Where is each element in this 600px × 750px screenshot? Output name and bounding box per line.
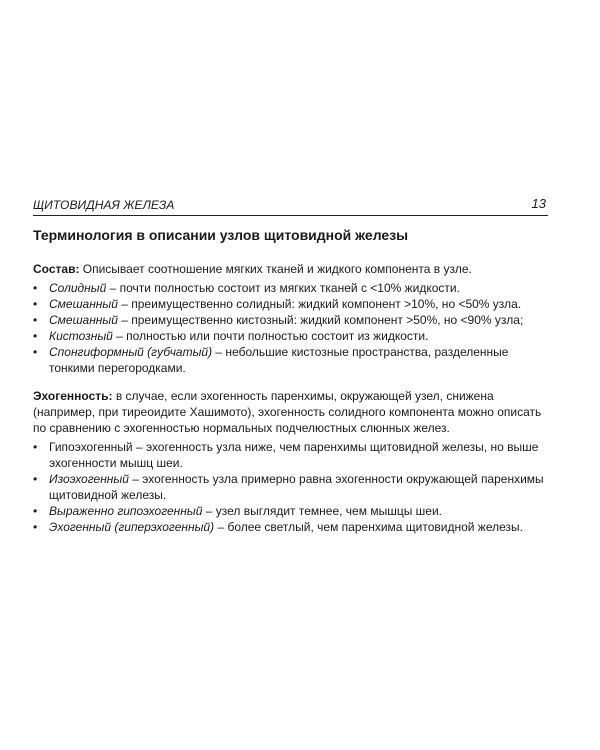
list-item-desc: – узел выглядит темнее, чем мышцы шеи. xyxy=(202,504,442,518)
bullet-icon: • xyxy=(33,504,38,518)
list-item-desc: – полностью или почти полностью состоит из жидкости. xyxy=(112,329,429,343)
echogenicity-text: в случае, если эхогенность паренхимы, окружающей узел, снижена (например, при тиреоидите Хашимото), эхогенность солидного компонента можно описать по сравнению с эхогенностью нормальных подчелюстных слюнных желез. xyxy=(33,389,542,435)
list-item-desc: – преимущественно солидный: жидкий компонент >10%, но <50% узла. xyxy=(117,297,522,311)
composition-paragraph xyxy=(33,261,548,277)
echogenicity-list xyxy=(33,439,548,535)
list-item xyxy=(33,328,548,344)
list-item xyxy=(33,280,548,296)
list-item-desc: – эхогенность узла примерно равна эхогенности окружающей паренхимы щитовидной железы. xyxy=(49,472,544,502)
bullet-icon: • xyxy=(33,281,38,295)
list-item-term: Гипоэхогенный xyxy=(49,440,133,454)
bullet-icon: • xyxy=(33,520,38,534)
list-item xyxy=(33,312,548,328)
running-header xyxy=(33,197,548,216)
list-item-desc: – небольшие кистозные пространства, разделенные тонкими перегородками. xyxy=(49,345,509,375)
list-item xyxy=(33,503,548,519)
echogenicity-label: Эхогенность: xyxy=(33,389,113,403)
running-title: ЩИТОВИДНАЯ ЖЕЛЕЗА xyxy=(33,198,175,212)
list-item xyxy=(33,439,548,471)
list-item xyxy=(33,296,548,312)
list-item-term: Смешанный xyxy=(49,297,118,311)
list-item-desc: – преимущественно кистозный: жидкий компонент >50%, но <90% узла; xyxy=(117,313,524,327)
list-item-term: Выраженно гипоэхогенный xyxy=(49,504,203,518)
page-content xyxy=(33,226,548,547)
list-item-term: Смешанный xyxy=(49,313,118,327)
composition-label: Состав: xyxy=(33,262,80,276)
bullet-icon: • xyxy=(33,472,38,486)
composition-list xyxy=(33,280,548,376)
bullet-icon: • xyxy=(33,329,38,343)
bullet-icon: • xyxy=(33,313,38,327)
section-title: Терминология в описании узлов щитовидной железы xyxy=(33,227,409,243)
list-item-desc: – более светлый, чем паренхима щитовидной железы. xyxy=(214,520,523,534)
list-item xyxy=(33,344,548,376)
list-item xyxy=(33,471,548,503)
bullet-icon: • xyxy=(33,440,38,454)
list-item-desc: – эхогенность узла ниже, чем паренхимы щитовидной железы, но выше эхогенности мышц шеи. xyxy=(49,440,539,470)
list-item-term: Спонгиформный (губчатый) xyxy=(49,345,213,359)
list-item-term: Изоэхогенный xyxy=(49,472,129,486)
bullet-icon: • xyxy=(33,297,38,311)
list-item-desc: – почти полностью состоит из мягких тканей с <10% жидкости. xyxy=(106,281,460,295)
list-item-term: Солидный xyxy=(49,281,107,295)
list-item-term: Кистозный xyxy=(49,329,113,343)
composition-text: Описывает соотношение мягких тканей и жидкого компонента в узле. xyxy=(79,262,472,276)
bullet-icon: • xyxy=(33,345,38,359)
echogenicity-paragraph xyxy=(33,388,548,436)
list-item-term: Эхогенный (гиперэхогенный) xyxy=(49,520,215,534)
list-item xyxy=(33,519,548,535)
page-number: 13 xyxy=(531,196,546,211)
